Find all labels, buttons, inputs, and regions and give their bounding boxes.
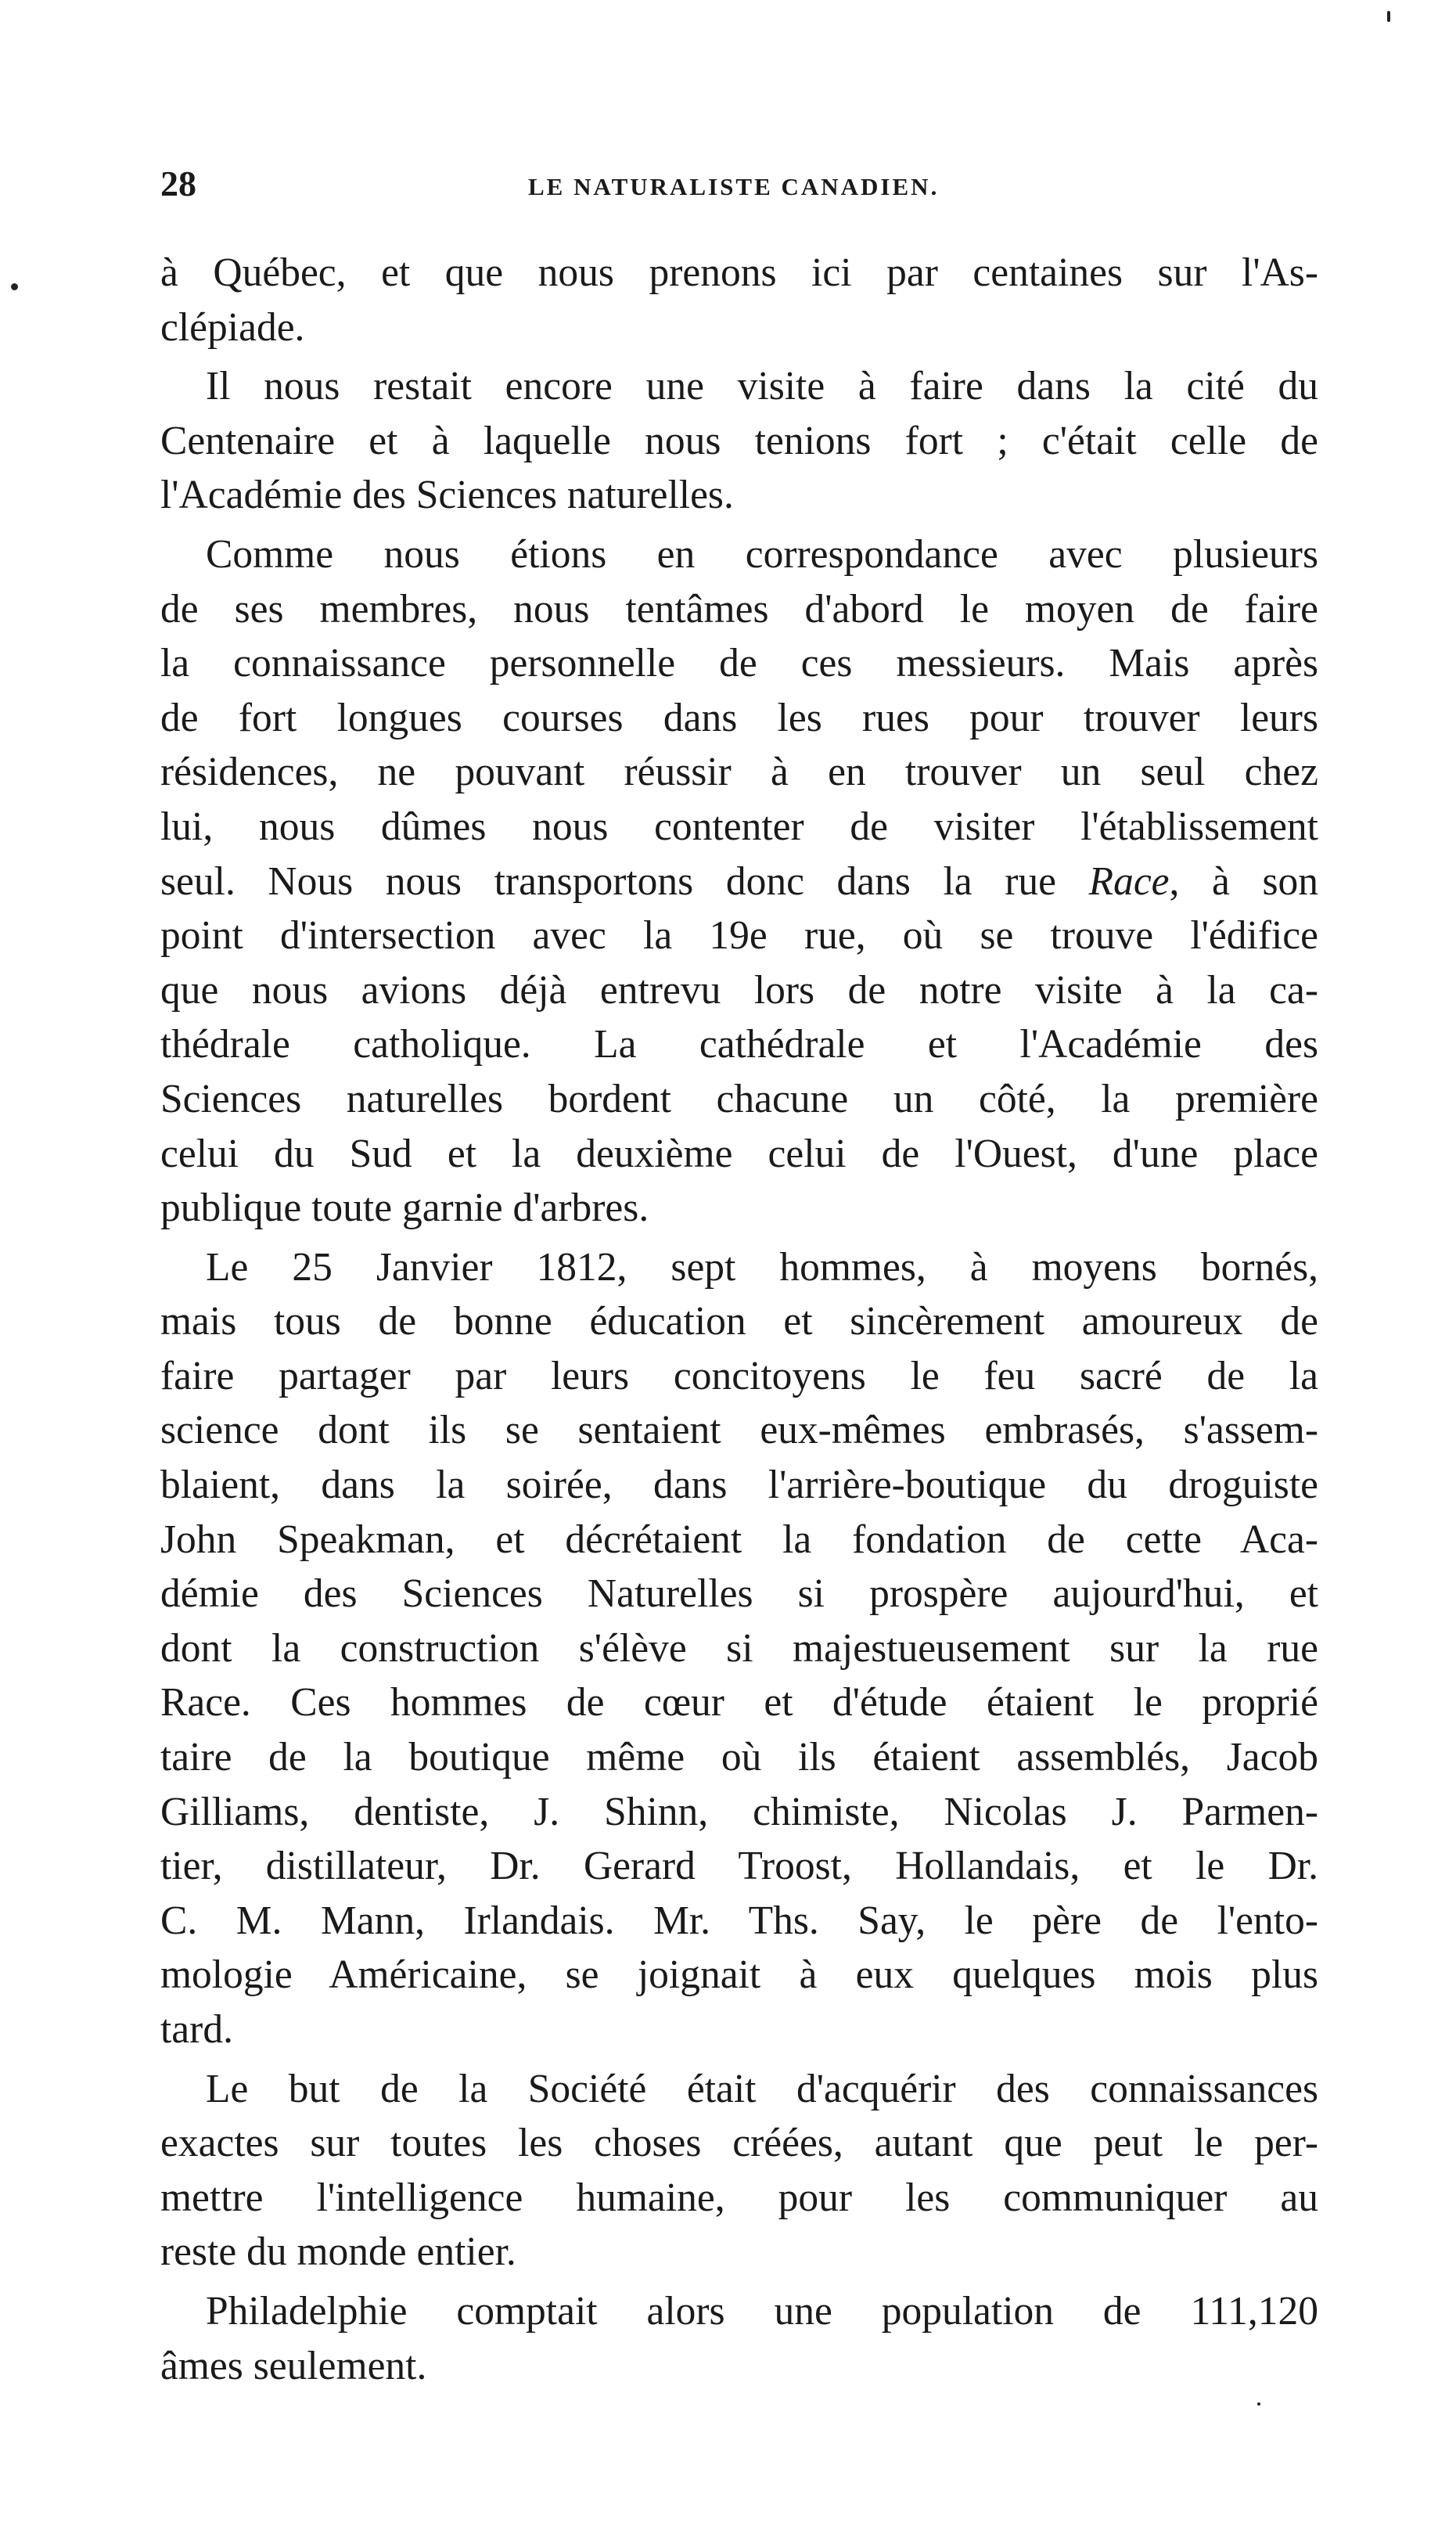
text-line: Centenaire et à laquelle nous tenions fort ; c'était celle de (160, 418, 1318, 463)
street-name-italic: Race (1088, 858, 1170, 904)
text-line: l'Académie des Sciences naturelles. (160, 473, 734, 518)
text-line: point d'intersection avec la 19e rue, où se trouve l'édifice (160, 913, 1318, 959)
text-line: Le 25 Janvier 1812, sept hommes, à moyens bornés, (206, 1244, 1318, 1290)
text-line: dont la construction s'élève si majestueusement sur la rue (160, 1625, 1318, 1671)
paragraph-4 (160, 1240, 1318, 2057)
text-line: âmes seulement. (160, 2343, 427, 2388)
text-line: démie des Sciences Naturelles si prospère aujourd'hui, et (160, 1571, 1318, 1617)
paragraph-2 (160, 359, 1318, 523)
paragraph-6 (160, 2284, 1318, 2393)
text-line: blaient, dans la soirée, dans l'arrière-boutique du droguiste (160, 1463, 1318, 1508)
text-line: à Québec, et que nous prenons ici par centaines sur l'As- (160, 250, 1318, 295)
paragraph-3 (160, 527, 1318, 1236)
text-line: mais tous de bonne éducation et sincèrement amoureux de (160, 1299, 1318, 1344)
paragraph-1 (160, 246, 1318, 354)
print-speck (1257, 2402, 1260, 2406)
line-text: seul. Nous nous transportons donc dans la rue (160, 858, 1089, 904)
text-line: publique toute garnie d'arbres. (160, 1186, 649, 1231)
running-head: LE NATURALISTE CANADIEN. (528, 173, 940, 200)
text-line: Race. Ces hommes de cœur et d'étude étaient le proprié (160, 1680, 1318, 1726)
text-line: C. M. Mann, Irlandais. Mr. Ths. Say, le père de l'ento- (160, 1898, 1318, 1943)
text-line: tier, distillateur, Dr. Gerard Troost, Hollandais, et le Dr. (160, 1844, 1318, 1889)
text-line: de ses membres, nous tentâmes d'abord le moyen de faire (160, 586, 1318, 632)
text-line: exactes sur toutes les choses créées, autant que peut le per- (160, 2121, 1318, 2166)
print-speck (11, 283, 18, 290)
text-line-with-italic (160, 855, 1318, 909)
text-line: de fort longues courses dans les rues pour trouver leurs (160, 695, 1318, 740)
text-line: lui, nous dûmes nous contenter de visiter l'établissement (160, 804, 1318, 849)
text-line: John Speakman, et décrétaient la fondation de cette Aca- (160, 1517, 1318, 1562)
text-line: Sciences naturelles bordent chacune un côté, la première (160, 1076, 1318, 1121)
text-line: résidences, ne pouvant réussir à en trouver un seul chez (160, 750, 1318, 795)
text-line: Gilliams, dentiste, J. Shinn, chimiste, Nicolas J. Parmen- (160, 1789, 1318, 1834)
page-body (160, 246, 1318, 2398)
text-line: que nous avions déjà entrevu lors de notre visite à la ca- (160, 967, 1318, 1013)
text-line: mologie Américaine, se joignait à eux quelques mois plus (160, 1952, 1318, 1998)
print-speck (1387, 11, 1390, 22)
text-line: Il nous restait encore une visite à faire dans la cité du (206, 364, 1318, 409)
text-line: tard. (160, 2007, 233, 2052)
text-line: science dont ils se sentaient eux-mêmes embrasés, s'assem- (160, 1408, 1318, 1453)
text-line: clépiade. (160, 304, 305, 350)
text-line: Le but de la Société était d'acquérir des connaissances (206, 2066, 1318, 2111)
page-header (160, 160, 1013, 207)
text-line: Philadelphie comptait alors une population de 111,120 (206, 2288, 1318, 2334)
text-line: taire de la boutique même où ils étaient assemblés, Jacob (160, 1735, 1318, 1780)
text-line: la connaissance personnelle de ces messieurs. Mais après (160, 641, 1318, 686)
text-line: celui du Sud et la deuxième celui de l'Ouest, d'une place (160, 1131, 1318, 1176)
line-text-tail: , à son (1169, 858, 1318, 904)
paragraph-5 (160, 2062, 1318, 2280)
text-line: faire partager par leurs concitoyens le feu sacré de la (160, 1353, 1318, 1398)
text-line: mettre l'intelligence humaine, pour les communiquer au (160, 2175, 1318, 2220)
text-line: thédrale catholique. La cathédrale et l'Académie des (160, 1022, 1318, 1067)
text-line: Comme nous étions en correspondance avec plusieurs (206, 531, 1318, 577)
page-number: 28 (160, 164, 196, 203)
text-line: reste du monde entier. (160, 2229, 516, 2275)
